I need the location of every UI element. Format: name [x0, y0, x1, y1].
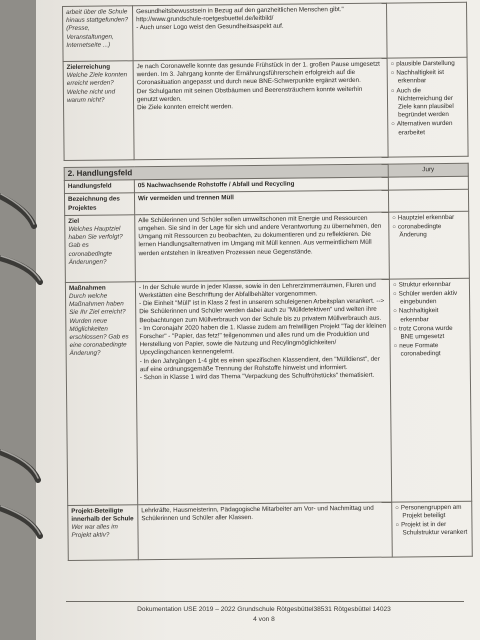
row-label: Bezeichnung des Projektes: [64, 193, 134, 215]
project-title: Wir vermeiden und trennen Müll: [134, 190, 388, 214]
question-cell: [68, 505, 139, 561]
checklist-item[interactable]: ○ Auch die Nichterreichung der Ziele kann plausibel begründet werden: [391, 86, 464, 120]
row-label: Zielerreichung: [66, 63, 111, 71]
table-row: [65, 278, 471, 505]
checklist-item[interactable]: ○ Personengruppen am Projekt beteiligt: [395, 504, 468, 521]
table-row: [63, 2, 468, 61]
answer-text: Je nach Coronawelle konnte das gesunde Frühstück in der 1. großen Pause umgesetzt werden. Im 3. Jahrgang konnte der Ernährungsführerschein erfolgreich auf die Coronasituation angepasst und durch neue BNE-Schwerpunkte ergänzt werden. Der Schulgarten mit seinen Obstbäumen und Beerensträuchern konnte weiterhin genutzt werden. Die Ziele konnten erreicht werden.: [136, 60, 380, 112]
question-text: Welches Hauptziel haben Sie verfolgt? Gab es coronabedingte Änderungen?: [68, 225, 123, 266]
jury-checklist: [387, 57, 468, 157]
answer-cell: [138, 502, 393, 560]
answer-text: Gesundheitsbewusstsein in Bezug auf den ganzheitlichen Menschen gibt." http://www.grundschule-roetgesbuettel.de/leitbild/ - Auch unser Logo weist den Gesundheitsaspekt auf.: [136, 6, 344, 32]
answer-cell: [135, 279, 391, 505]
page-number: 4 von 8: [253, 616, 275, 623]
checklist-item[interactable]: ○ coronabedingte Änderung: [392, 223, 465, 240]
checklist-item[interactable]: ○ Struktur erkennbar: [393, 281, 466, 290]
jury-checklist: [392, 501, 473, 557]
binder-rings: [0, 0, 60, 640]
question-cell: [65, 215, 136, 283]
answer-text: Alle Schülerinnen und Schüler sollen umweltschonen mit Energie und Ressourcen umgehen. Sie sind in der Lage für sich und andere Verantwortung zu übernehmen, den Umgang mit Ressourcen zu beobachten, zu dokumentieren und zu reflektieren. Die lernen Handlungsalternativen im Umgang mit Müll kennen. Aus vermeintlichem Müll werden entstehen in ikreativen Prozessen neue Gegenstände.: [138, 214, 382, 257]
table-row: [65, 211, 470, 282]
checklist-item[interactable]: ○ trotz Corona wurde BNE umgesetzt: [393, 325, 466, 342]
checklist-item[interactable]: ○ neue Formate coronabedingt: [394, 342, 467, 359]
answer-cell: [133, 58, 388, 160]
checklist-item[interactable]: ○ Nachhaltigkeit ist erkennbar: [391, 69, 464, 86]
question-text: arbeit über die Schule hinaus stattgefunden? (Presse, Veranstaltungen, Internetseite ...): [66, 8, 129, 49]
answer-cell: [135, 212, 390, 282]
footer-divider: [66, 601, 464, 602]
question-cell: [63, 6, 134, 62]
checklist-item[interactable]: ○ plausible Darstellung: [391, 60, 464, 69]
row-label: Projekt-Beteiligte innerhalb der Schule: [71, 507, 134, 523]
documentation-table: [62, 2, 473, 561]
checklist-item[interactable]: ○ Projekt ist in der Schulstruktur verankert: [395, 521, 468, 538]
checklist-item[interactable]: ○ Hauptziel erkennbar: [392, 214, 465, 223]
footer-text: Dokumentation USE 2019 – 2022 Grundschule Rötgesbüttel38531 Rötgesbüttel 14023: [137, 606, 391, 613]
checklist-item[interactable]: ○ Alternativen wurden erarbeitet: [391, 120, 464, 137]
checklist-item[interactable]: ○ Nachhaltigkeit erkennbar: [393, 307, 466, 324]
jury-cell: [388, 190, 468, 212]
field-value: 05 Nachwachsende Rohstoffe / Abfall und Recycling: [134, 177, 388, 193]
jury-cell: [386, 2, 467, 58]
question-cell: [65, 282, 137, 506]
jury-checklist: [389, 211, 470, 279]
question-text: Durch welche Maßnahmen haben Sie Ihr Ziel erreicht? Wurden neue Möglichkeiten erschlossen? Gab es eine coronabedingte Änderung?: [69, 292, 129, 358]
answer-text: - In der Schule wurde in jeder Klasse, sowie in den Lehrerzimmerräumen, Fluren und Werkstätten eine Beschriftung der Abfallbehälter vorgenommen. - Die Einheit "Müll" ist in Klass 2 fest in unserem schuleigenen Arbeitsplan verankert. --> Die Schülerinnen und Schüler werden dabei auch zu "Mülldetektiven" und welten ihre Beobachtungen zum Müllverbrauch von der Schule bis zu privatem Müllverbrauch aus. - Im Coronajahr 2020 haben die 1. Klasse zudem am freiwilligen Projekt "Tag der kleinen Forscher" - "Papier, das fetz!" teilgenommen und alles rund um die Produktion und Herstellung von Papier, sowie die Nutzung und Recylingmöglichkeiten/ Upcyclingchancen kennengelernt. - In den Jahrgängen 1-4 gibt es einen spezifischen Klassendient, den "Mülldienst", der auf eine ordnungsgemäße Trennung der Rohstoffe hinweist und informiert. - Schon in Klasse 1 wird das Thema "Verpackung des Schulfrühstücks" thematisiert.: [138, 281, 387, 382]
checklist-item[interactable]: ○ Schüler werden aktiv eingebunden: [393, 290, 466, 307]
section-title: 2. Handlungsfeld: [64, 164, 388, 181]
question-text: Welche Ziele konnten erreicht werden? Welche nicht und warum nicht?: [66, 71, 128, 104]
row-label: Ziel: [68, 217, 80, 225]
answer-cell: [133, 3, 388, 61]
document-page: [36, 0, 480, 640]
question-cell: [63, 61, 134, 161]
jury-heading: Jury: [388, 163, 468, 177]
row-label: Handlungsfeld: [64, 180, 134, 194]
jury-cell: [388, 176, 468, 190]
row-label: Maßnahmen: [68, 284, 106, 292]
answer-text: Lehrkräfte, Hausmeisterinn, Pädagogische Mitarbeiter am Vor- und Nachmittag und Schülerinnen und Schüler aller Klassen.: [141, 504, 374, 523]
table-row: [68, 501, 473, 560]
question-text: Wer war alles im Projekt aktiv?: [71, 523, 118, 540]
jury-checklist: [389, 278, 471, 502]
table-row: [63, 57, 468, 160]
